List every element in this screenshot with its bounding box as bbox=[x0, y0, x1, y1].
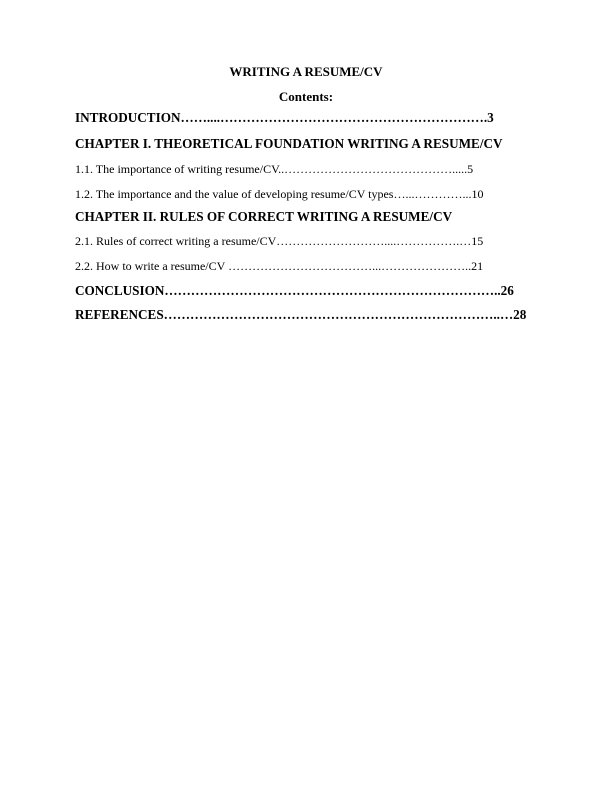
toc-entry-chapter-2: CHAPTER II. RULES OF CORRECT WRITING A RESUME/CV bbox=[75, 209, 453, 224]
toc-entry-2-2: 2.2. How to write a resume/CV ………………………………...…………………..21 bbox=[75, 259, 484, 273]
document-title: WRITING A RESUME/CV bbox=[229, 64, 383, 79]
toc-entry-2-1: 2.1. Rules of correct writing a resume/CV………………………....…………….…15 bbox=[75, 234, 484, 248]
toc-entry-chapter-1: CHAPTER I. THEORETICAL FOUNDATION WRITING A RESUME/CV bbox=[75, 136, 503, 151]
toc-entry-1-2: 1.2. The importance and the value of developing resume/CV types…...…………...10 bbox=[75, 187, 484, 201]
contents-heading: Contents: bbox=[278, 89, 334, 104]
toc-entry-references: REFERENCES…………………………………………………………………..…28 bbox=[75, 307, 527, 322]
toc-entry-conclusion: CONCLUSION…………………………………………………………………..26 bbox=[75, 283, 514, 298]
toc-entry-1-1: 1.1. The importance of writing resume/CV..…………………………………….....5 bbox=[75, 162, 474, 176]
toc-entry-introduction: INTRODUCTION……....…………………………………………………….3 bbox=[75, 110, 494, 125]
